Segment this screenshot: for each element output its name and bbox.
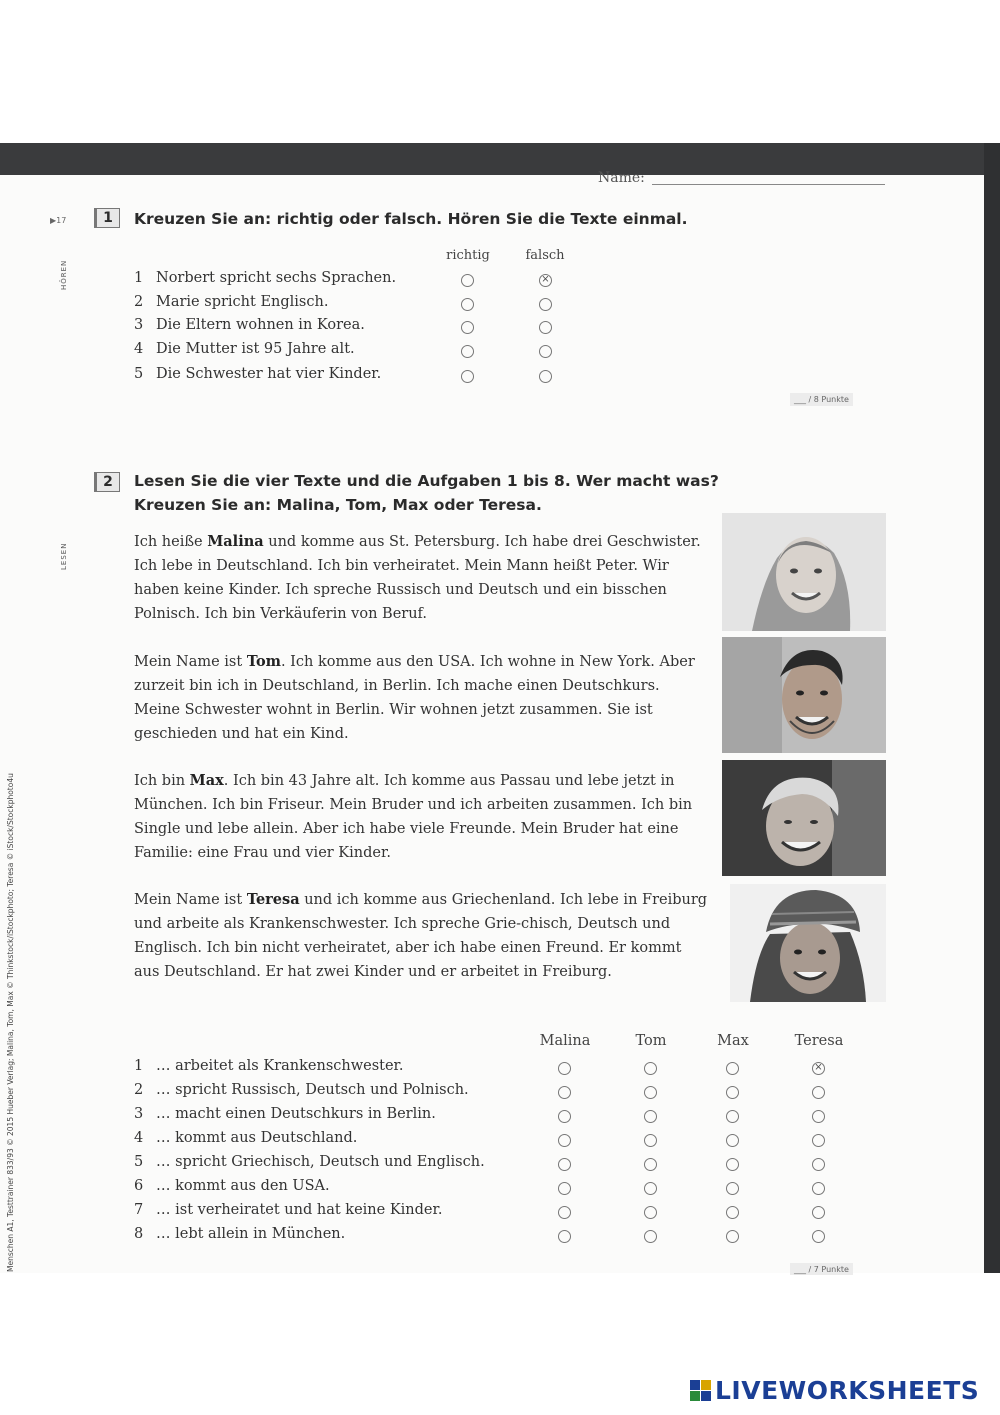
radio-richtig[interactable] [461, 345, 474, 358]
radio-tom[interactable] [644, 1110, 657, 1123]
task-1-title: Kreuzen Sie an: richtig oder falsch. Hören Sie die Texte einmal. [134, 210, 688, 228]
task-1-item-number: 5 [134, 366, 144, 382]
top-dark-bar [0, 143, 1000, 175]
liveworksheets-icon [690, 1378, 712, 1404]
radio-max[interactable] [726, 1158, 739, 1171]
task-1-item-number: 3 [134, 317, 144, 333]
side-label-hoeren: HÖREN [60, 259, 68, 290]
radio-max[interactable] [726, 1062, 739, 1075]
radio-richtig[interactable] [461, 274, 474, 287]
radio-falsch[interactable]: × [539, 274, 552, 287]
task-1-item-text: Die Schwester hat vier Kinder. [156, 366, 382, 382]
radio-richtig[interactable] [461, 321, 474, 334]
radio-falsch[interactable] [539, 298, 552, 311]
task-2-item-text: … ist verheiratet und hat keine Kinder. [156, 1202, 443, 1218]
photo-teresa [730, 884, 886, 1002]
task-2-item-number: 5 [134, 1154, 144, 1170]
radio-teresa[interactable] [812, 1134, 825, 1147]
task-1-item-number: 2 [134, 294, 144, 310]
radio-tom[interactable] [644, 1158, 657, 1171]
radio-teresa[interactable]: × [812, 1062, 825, 1075]
task-1-item-text: Die Mutter ist 95 Jahre alt. [156, 341, 355, 357]
name-input-line[interactable] [652, 184, 885, 185]
task-2-item-number: 4 [134, 1130, 144, 1146]
text-malina: Ich heiße Malina und komme aus St. Petersburg. Ich habe drei Geschwister. Ich lebe in Deutschland. Ich bin verheiratet. Mein Mann heißt Peter. Wir haben keine Kinder. Ich spreche Russisch und Deutsch und ein bisschen Polnisch. Ich bin Verkäuferin von Beruf. [134, 533, 701, 622]
task-2-item-text: … spricht Griechisch, Deutsch und Englisch. [156, 1154, 485, 1170]
radio-teresa[interactable] [812, 1110, 825, 1123]
radio-tom[interactable] [644, 1182, 657, 1195]
task-1-item-text: Norbert spricht sechs Sprachen. [156, 270, 397, 286]
task-1-points: ___ / 8 Punkte [790, 393, 853, 406]
radio-malina[interactable] [558, 1086, 571, 1099]
column-falsch: falsch [525, 248, 565, 263]
task-2-item-number: 3 [134, 1106, 144, 1122]
liveworksheets-logo[interactable] [690, 1376, 979, 1405]
radio-max[interactable] [726, 1182, 739, 1195]
text-max: Ich bin Max. Ich bin 43 Jahre alt. Ich komme aus Passau und lebe jetzt in München. Ich bin Friseur. Mein Bruder und ich arbeiten zusammen. Ich bin Single und lebe allein. Aber ich habe viele Freunde. Mein Bruder hat eine Familie: eine Frau und vier Kinder. [134, 772, 693, 861]
right-dark-bar [984, 143, 1000, 1273]
radio-malina[interactable] [558, 1206, 571, 1219]
radio-teresa[interactable] [812, 1206, 825, 1219]
task-number-1: 1 [94, 208, 120, 228]
radio-tom[interactable] [644, 1086, 657, 1099]
column-malina: Malina [539, 1033, 591, 1049]
task-1-item-text: Die Eltern wohnen in Korea. [156, 317, 365, 333]
radio-falsch[interactable] [539, 345, 552, 358]
radio-malina[interactable] [558, 1182, 571, 1195]
radio-malina[interactable] [558, 1110, 571, 1123]
task-2-item-text: … kommt aus den USA. [156, 1178, 330, 1194]
radio-max[interactable] [726, 1134, 739, 1147]
copyright-note: Menschen A1, Testtrainer 833/93 © 2015 Hueber Verlag; Malina, Tom, Max © Thinkstock/iStockphoto; Teresa © iStock/Stockphoto4u [6, 773, 15, 1272]
radio-tom[interactable] [644, 1206, 657, 1219]
photo-max [722, 760, 886, 876]
radio-falsch[interactable] [539, 321, 552, 334]
task-2-item-text: … lebt allein in München. [156, 1226, 346, 1242]
audio-track-label: ▶17 [50, 216, 67, 225]
task-2-item-number: 7 [134, 1202, 144, 1218]
radio-teresa[interactable] [812, 1086, 825, 1099]
task-2-item-number: 8 [134, 1226, 144, 1242]
radio-malina[interactable] [558, 1134, 571, 1147]
task-2-points: ___ / 7 Punkte [790, 1263, 853, 1275]
photo-malina [722, 513, 886, 631]
task-2-item-number: 1 [134, 1058, 144, 1074]
task-2-item-number: 6 [134, 1178, 144, 1194]
task-2-item-text: … kommt aus Deutschland. [156, 1130, 358, 1146]
radio-falsch[interactable] [539, 370, 552, 383]
task-1-item-number: 1 [134, 270, 144, 286]
radio-max[interactable] [726, 1230, 739, 1243]
column-richtig: richtig [446, 248, 490, 263]
radio-teresa[interactable] [812, 1230, 825, 1243]
radio-tom[interactable] [644, 1062, 657, 1075]
radio-malina[interactable] [558, 1158, 571, 1171]
radio-malina[interactable] [558, 1062, 571, 1075]
text-tom: Mein Name ist Tom. Ich komme aus den USA. Ich wohne in New York. Aber zurzeit bin ich in Deutschland, in Berlin. Ich mache einen Deutschkurs. Meine Schwester wohnt in Berlin. Wir wohnen jetzt zusammen. Sie ist geschieden und hat ein Kind. [134, 653, 695, 742]
task-2-title-line1: Lesen Sie die vier Texte und die Aufgaben 1 bis 8. Wer macht was? [134, 472, 719, 490]
radio-max[interactable] [726, 1110, 739, 1123]
task-2-item-number: 2 [134, 1082, 144, 1098]
task-1-item-text: Marie spricht Englisch. [156, 294, 329, 310]
task-2-item-text: … arbeitet als Krankenschwester. [156, 1058, 404, 1074]
task-2-item-text: … spricht Russisch, Deutsch und Polnisch. [156, 1082, 469, 1098]
photo-tom [722, 637, 886, 753]
task-number-2: 2 [94, 472, 120, 492]
name-label: Name: [598, 170, 645, 186]
column-max: Max [717, 1033, 749, 1049]
text-teresa: Mein Name ist Teresa und ich komme aus Griechenland. Ich lebe in Freiburg und arbeite als Krankenschwester. Ich spreche Grie-chisch, Deutsch und Englisch. Ich bin nicht verheiratet, aber ich habe einen Freund. Er kommt aus Deutschland. Er hat zwei Kinder und er arbeitet in Freiburg. [134, 891, 708, 980]
task-2-item-text: … macht einen Deutschkurs in Berlin. [156, 1106, 436, 1122]
radio-max[interactable] [726, 1086, 739, 1099]
radio-tom[interactable] [644, 1134, 657, 1147]
liveworksheets-wordmark: LIVEWORKSHEETS [715, 1376, 980, 1405]
radio-malina[interactable] [558, 1230, 571, 1243]
column-teresa: Teresa [794, 1033, 844, 1049]
task-1-item-number: 4 [134, 341, 144, 357]
column-tom: Tom [635, 1033, 667, 1049]
radio-richtig[interactable] [461, 370, 474, 383]
side-label-lesen: LESEN [60, 542, 68, 570]
task-2-title-line2: Kreuzen Sie an: Malina, Tom, Max oder Teresa. [134, 496, 542, 514]
radio-teresa[interactable] [812, 1182, 825, 1195]
radio-richtig[interactable] [461, 298, 474, 311]
radio-max[interactable] [726, 1206, 739, 1219]
radio-teresa[interactable] [812, 1158, 825, 1171]
radio-tom[interactable] [644, 1230, 657, 1243]
